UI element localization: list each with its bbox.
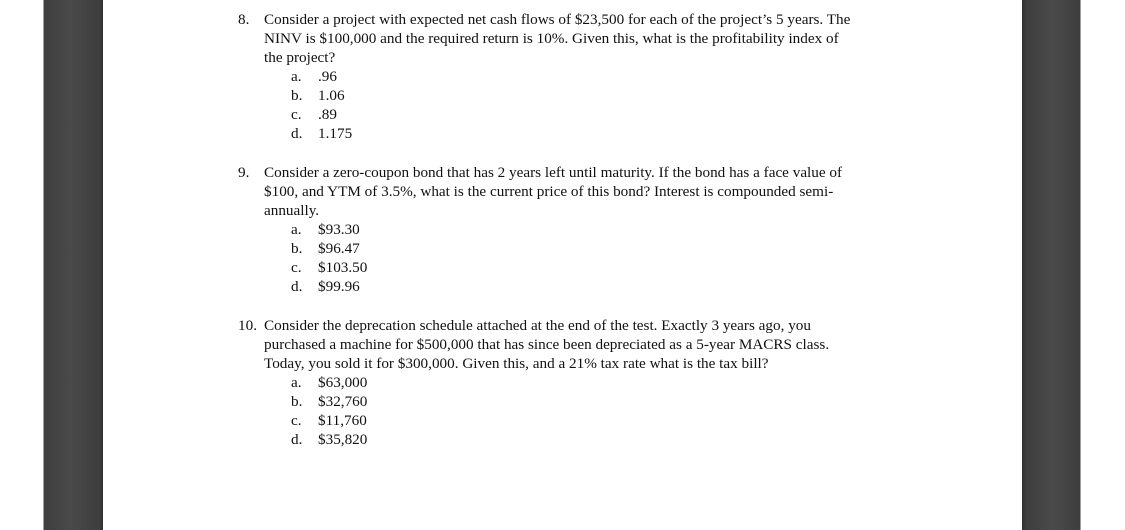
option-letter: c. [291,412,302,429]
option-letter: d. [291,278,303,295]
option-value: 1.175 [318,125,353,142]
option-value: $11,760 [318,412,367,429]
question-line: NINV is $100,000 and the required return is 10%. Given this, what is the profitability index of [264,30,839,47]
question-text [264,163,924,220]
option-letter: a. [291,374,302,391]
question-text [264,316,924,373]
option-letter: a. [291,68,302,85]
option-value: $103.50 [318,259,368,276]
question-8 [238,10,918,144]
option-value: .96 [318,68,337,85]
question-line: Consider the deprecation schedule attached at the end of the test. Exactly 3 years ago, you [264,317,811,334]
option-letter: b. [291,240,303,257]
question-10 [238,316,918,450]
option-letter: a. [291,221,302,238]
question-text [264,10,924,67]
option-letter: d. [291,431,303,448]
option-value: $35,820 [318,431,368,448]
option-letter: c. [291,259,302,276]
option-letter: c. [291,106,302,123]
option-value: $99.96 [318,278,360,295]
question-line: Today, you sold it for $300,000. Given this, and a 21% tax rate what is the tax bill? [264,355,769,372]
question-9 [238,163,918,297]
question-number: 9. [238,164,250,181]
option-letter: b. [291,87,303,104]
option-letter: d. [291,125,303,142]
right-dark-border [1022,0,1125,530]
question-line: the project? [264,49,336,66]
question-line: Consider a project with expected net cash flows of $23,500 for each of the project’s 5 years. The [264,11,851,28]
option-letter: b. [291,393,303,410]
question-line: $100, and YTM of 3.5%, what is the current price of this bond? Interest is compounded semi- [264,183,834,200]
option-value: $63,000 [318,374,368,391]
question-number: 10. [238,317,257,334]
question-number: 8. [238,11,250,28]
question-line: annually. [264,202,320,219]
document-page [103,0,1022,530]
option-value: $32,760 [318,393,368,410]
question-line: purchased a machine for $500,000 that has since been depreciated as a 5-year MACRS class. [264,336,830,353]
question-line: Consider a zero-coupon bond that has 2 years left until maturity. If the bond has a face value of [264,164,843,181]
option-value: $96.47 [318,240,360,257]
left-dark-border [0,0,103,530]
option-value: .89 [318,106,337,123]
option-value: $93.30 [318,221,360,238]
option-value: 1.06 [318,87,345,104]
